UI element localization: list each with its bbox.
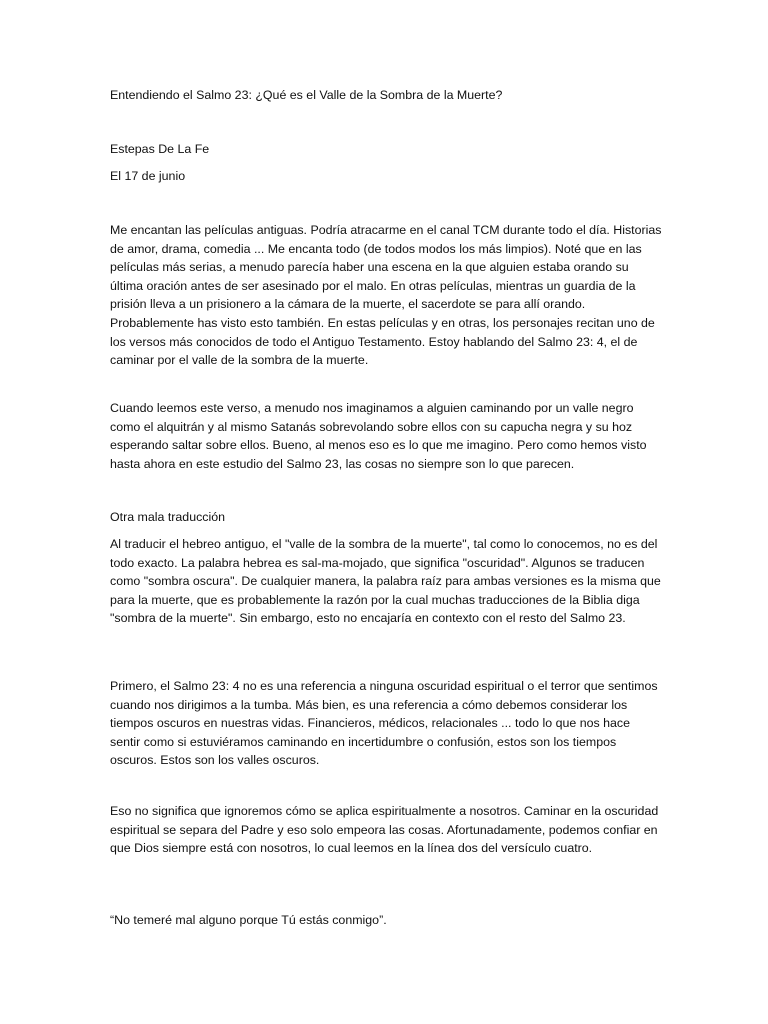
body-paragraph-1: Me encantan las películas antiguas. Podría atracarme en el canal TCM durante todo el día. Historias de amor, drama, comedia ... Me encanta todo (de todos modos los más limpios). Noté que en las películas más serias, a menudo parecía haber una escena en la que alguien estaba orando su última oración antes de ser asesinado por el malo. En otras películas, mientras un guardia de la prisión lleva a un prisionero a la cámara de la muerte, el sacerdote se para allí orando. Probablemente has visto esto también. En estas películas y en otras, los personajes recitan uno de los versos más conocidos de todo el Antiguo Testamento. Estoy hablando del Salmo 23: 4, el de caminar por el valle de la sombra de la muerte. [110, 223, 662, 368]
document-date: El 17 de junio [110, 169, 186, 183]
document-author: Estepas De La Fe [110, 142, 210, 156]
body-paragraph-5: Eso no significa que ignoremos cómo se aplica espiritualmente a nosotros. Caminar en la oscuridad espiritual se separa del Padre y eso solo empeora las cosas. Afortunadamente, podemos confiar en que Dios siempre está con nosotros, lo cual leemos en la línea dos del versículo cuatro. [110, 804, 659, 856]
body-paragraph-3: Al traducir el hebreo antiguo, el "valle de la sombra de la muerte", tal como lo conocemos, no es del todo exacto. La palabra hebrea es sal-ma-mojado, que significa "oscuridad". Algunos se traducen como "sombra oscura". De cualquier manera, la palabra raíz para ambas versiones es la misma que para la muerte, que es probablemente la razón por la cual muchas traducciones de la Biblia diga "sombra de la muerte". Sin embargo, esto no encajaría en contexto con el resto del Salmo 23. [110, 537, 661, 626]
section-subheading: Otra mala traducción [110, 510, 226, 524]
closing-quote: “No temeré mal alguno porque Tú estás conmigo”. [110, 913, 387, 927]
body-paragraph-2: Cuando leemos este verso, a menudo nos imaginamos a alguien caminando por un valle negro como el alquitrán y al mismo Satanás sobrevolando sobre ellos con su capucha negra y su hoz esperando saltar sobre ellos. Bueno, al menos eso es lo que me imagino. Pero como hemos visto hasta ahora en este estudio del Salmo 23, las cosas no siempre son lo que parecen. [110, 401, 647, 471]
body-paragraph-4: Primero, el Salmo 23: 4 no es una referencia a ninguna oscuridad espiritual o el terror que sentimos cuando nos dirigimos a la tumba. Más bien, es una referencia a cómo debemos considerar los tiempos oscuros en nuestras vidas. Financieros, médicos, relacionales ... todo lo que nos hace sentir como si estuviéramos caminando en incertidumbre o confusión, estos son los tiempos oscuros. Estos son los valles oscuros. [110, 679, 658, 768]
document-title: Entendiendo el Salmo 23: ¿Qué es el Valle de la Sombra de la Muerte? [110, 88, 503, 102]
